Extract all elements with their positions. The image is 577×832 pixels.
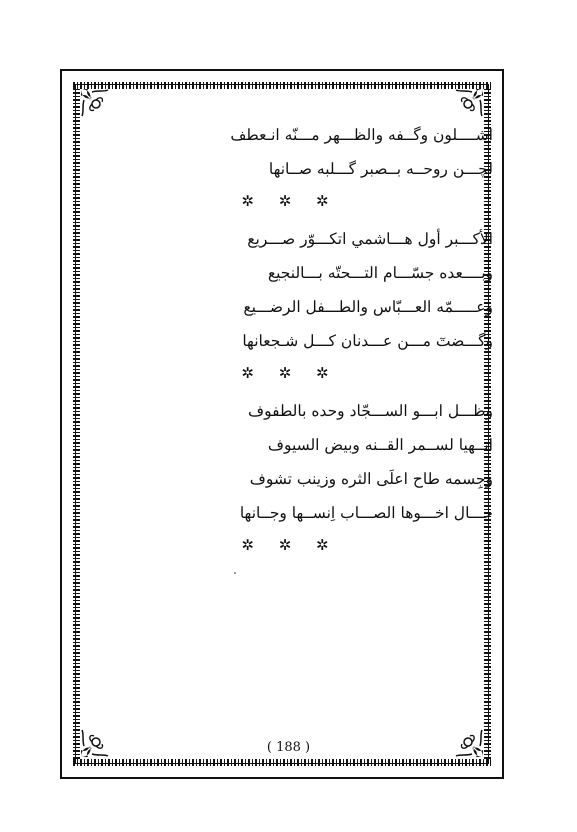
poem-line: اشــــلون وگــفه والظـــهر مـــنّه انـعطف	[230, 126, 493, 144]
poem-line: وظـــل ابـــو الســـجّاد وحده بالطفوف	[248, 402, 493, 420]
poem-stanza-3	[153, 394, 493, 530]
print-speck	[234, 572, 236, 574]
poem-stanza-1	[153, 118, 493, 186]
poem-line: حـــال اخـــوها الصـــاب اِنســها وجــانها	[239, 504, 493, 522]
poem-line: وجِسمه طاح اعلَى الثره وزينب تشوف	[249, 470, 493, 488]
poem-body	[153, 118, 493, 560]
poem-line: وگـــضتٓ مـــن عـــدنان كـــل شـجعانها	[242, 332, 493, 350]
poem-line: وبــــعده جسّـــام التـــحتّه بـــالنجيع	[267, 264, 493, 282]
corner-ornament-icon	[78, 86, 116, 124]
stanza-separator-stars: ✲ ✲ ✲	[241, 192, 339, 210]
stanza-separator-stars: ✲ ✲ ✲	[241, 364, 339, 382]
poem-line: لچـــن روحــه بــصبر گـــلبه صــانها	[268, 160, 493, 178]
poem-line: اتــهيا لســمر القــنه وبيض السيوف	[267, 436, 493, 454]
poem-stanza-2	[153, 222, 493, 358]
stanza-separator-stars: ✲ ✲ ✲	[241, 536, 339, 554]
page-number: ( 188 )	[266, 740, 311, 755]
poem-line: وعـــــمّه العـــبّاس والطـــفل الرضـــيع	[243, 298, 493, 316]
poem-line: الأكـــبر أول هـــاشمي اتكـــوّر صـــريع	[247, 230, 493, 248]
